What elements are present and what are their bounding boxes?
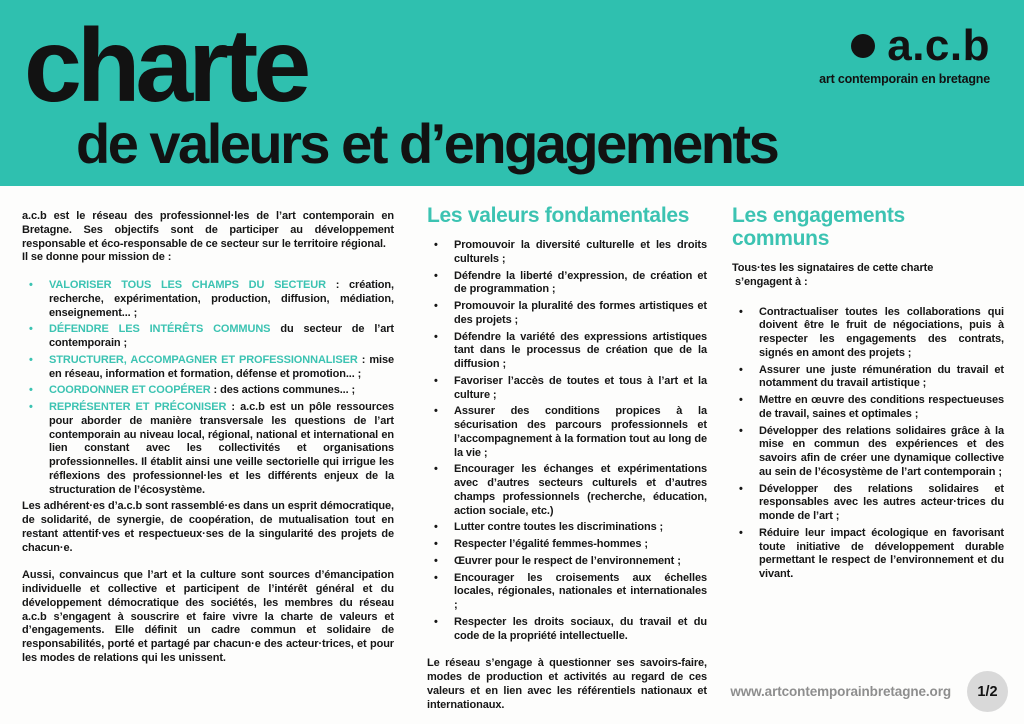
mission-rest: : création, recherche, expérimentation, production, diffusion, médiation, enseignement... ; (49, 279, 394, 319)
intro-column (22, 210, 394, 666)
page-number-badge: 1/2 (967, 671, 1008, 712)
values-column (427, 204, 707, 712)
commitments-intro (732, 262, 1004, 290)
mission-lead: VALORISER TOUS LES CHAMPS DU SECTEUR (49, 279, 326, 291)
value-item: • Respecter les droits sociaux, du travail et du code de la propriété intellectuelle. (427, 616, 707, 644)
commitment-item: • Contractualiser toutes les collaborations qui doivent être le fruit de négociations, puis à respecter les engagements des contrats, signés en amont des projets ; (732, 306, 1004, 361)
mission-item (22, 323, 394, 351)
acb-logo (819, 21, 990, 86)
intro-paragraph-2: Les adhérent·es d’a.c.b sont rassemblé·es dans un esprit démocratique, de solidarité, de synergie, de coopération, de mutualisation tout en restant attentif·ves et respectueux·ses de la singularité des projets de chacun·e. (22, 500, 394, 554)
mission-rest: du secteur de l’art contemporain ; (49, 323, 394, 349)
mission-lead: DÉFENDRE LES INTÉRÊTS COMMUNS (49, 323, 271, 336)
website-url: www.artcontemporainbretagne.org (730, 684, 951, 699)
commitment-item: • Mettre en œuvre des conditions respectueuses de travail, saines et optimales ; (732, 394, 1004, 422)
values-closing-paragraph: Le réseau s’engage à questionner ses savoirs-faire, modes de production et activités au regard de ces valeurs et en lien avec les référentiels nationaux et internationaux. (427, 657, 707, 711)
page-footer (730, 671, 1008, 712)
header-band (0, 0, 1024, 186)
commitment-item: • Assurer une juste rémunération du travail et notamment du travail artistique ; (732, 364, 1004, 392)
page-title: charte (24, 8, 307, 124)
commitments-column (732, 204, 1004, 585)
commitments-intro-line1: Tous·tes les signataires de cette charte (732, 262, 934, 275)
mission-lead: STRUCTURER, ACCOMPAGNER ET PROFESSIONNALISER (49, 353, 358, 366)
commitment-item: • Réduire leur impact écologique en favorisant toute initiative de développement durable permettant le respect de l’environnement et du vivant. (732, 527, 1004, 582)
value-item: • Œuvrer pour le respect de l’environnement ; (427, 555, 707, 569)
mission-lead: COORDONNER ET COOPÉRER (49, 384, 211, 397)
intro-paragraph-1 (22, 210, 394, 265)
logo-tagline: art contemporain en bretagne (819, 72, 990, 86)
commitments-heading: Les engagements communs (732, 204, 905, 251)
value-item: • Lutter contre toutes les discriminations ; (427, 521, 707, 535)
value-item: • Respecter l’égalité femmes-hommes ; (427, 538, 707, 552)
value-item: • Défendre la variété des expressions artistiques tant dans le processus de création que de la diffusion ; (427, 331, 707, 372)
value-item: • Promouvoir la pluralité des formes artistiques et des projets ; (427, 300, 707, 328)
mission-item (22, 384, 394, 398)
commitments-list (732, 306, 1004, 582)
commitment-item: • Développer des relations solidaires et responsables avec les autres acteur·trices du monde de l’art ; (732, 483, 1004, 524)
intro-p1-text: a.c.b est le réseau des professionnel·les de l’art contemporain en Bretagne. Ses objectifs sont de participer au développement responsable et éco-responsable de ce secteur sur le territoire régional. (22, 210, 394, 250)
mission-rest: : mise en réseau, information et formation, défense et promotion... ; (49, 353, 394, 380)
values-list (427, 239, 707, 643)
mission-rest: : des actions communes... ; (210, 384, 356, 397)
mission-rest: : a.c.b est un pôle ressources pour aborder de manière transversale les questions de l’art contemporain au niveau local, régional, national et international en lien constant avec les collectivités et organisations professionnelles. Il établit ainsi une veille sectorielle qui irrigue les réflexions des professionnel·les et les différents enjeux de la structuration de l’écosystème. (49, 401, 395, 496)
mission-item (22, 279, 394, 320)
value-item: • Encourager les croisements aux échelles locales, régionales, nationales et internationales ; (427, 572, 707, 613)
logo-dot-icon (851, 34, 875, 58)
value-item: • Défendre la liberté d’expression, de création et de programmation ; (427, 270, 707, 298)
intro-mission-lead-in: Il se donne pour mission de : (22, 251, 172, 264)
mission-item (22, 401, 394, 497)
mission-lead: REPRÉSENTER ET PRÉCONISER (49, 401, 227, 413)
intro-paragraph-3: Aussi, convaincus que l’art et la culture sont sources d’émancipation individuelle et collective et participent de l’intérêt général et du développement démocratique des sociétés, les membres du réseau a.c.b s’engagent à souscrire et faire vivre la charte de valeurs et d’engagements. Elle définit un cadre commun et solidaire de responsabilités, porté et partagé par chacun·e des acteur·trices, et pour les modes de relations qui les unissent. (22, 569, 394, 664)
value-item: • Assurer des conditions propices à la sécurisation des parcours professionnels et l’accompagnement à la formation tout au long de la vie ; (427, 405, 707, 460)
values-heading: Les valeurs fondamentales (427, 204, 690, 227)
page-subtitle: de valeurs et d’engagements (76, 112, 778, 175)
logo-name: a.c.b (887, 21, 990, 70)
value-item: • Encourager les échanges et expérimentations avec d’autres secteurs culturels et d’autres champs professionnels (recherche, éducation, action sociale, etc.) (427, 463, 707, 518)
value-item: • Promouvoir la diversité culturelle et les droits culturels ; (427, 239, 707, 267)
missions-list (22, 279, 394, 497)
commitment-item: • Développer des relations solidaires grâce à la mise en commun des expériences et des savoirs afin de créer une dynamique collective au sein de l’écosystème de l’art contemporain ; (732, 425, 1004, 480)
commitments-intro-line2: s’engagent à : (735, 275, 808, 288)
mission-item (22, 354, 394, 382)
value-item: • Favoriser l’accès de toutes et tous à l’art et la culture ; (427, 375, 707, 403)
